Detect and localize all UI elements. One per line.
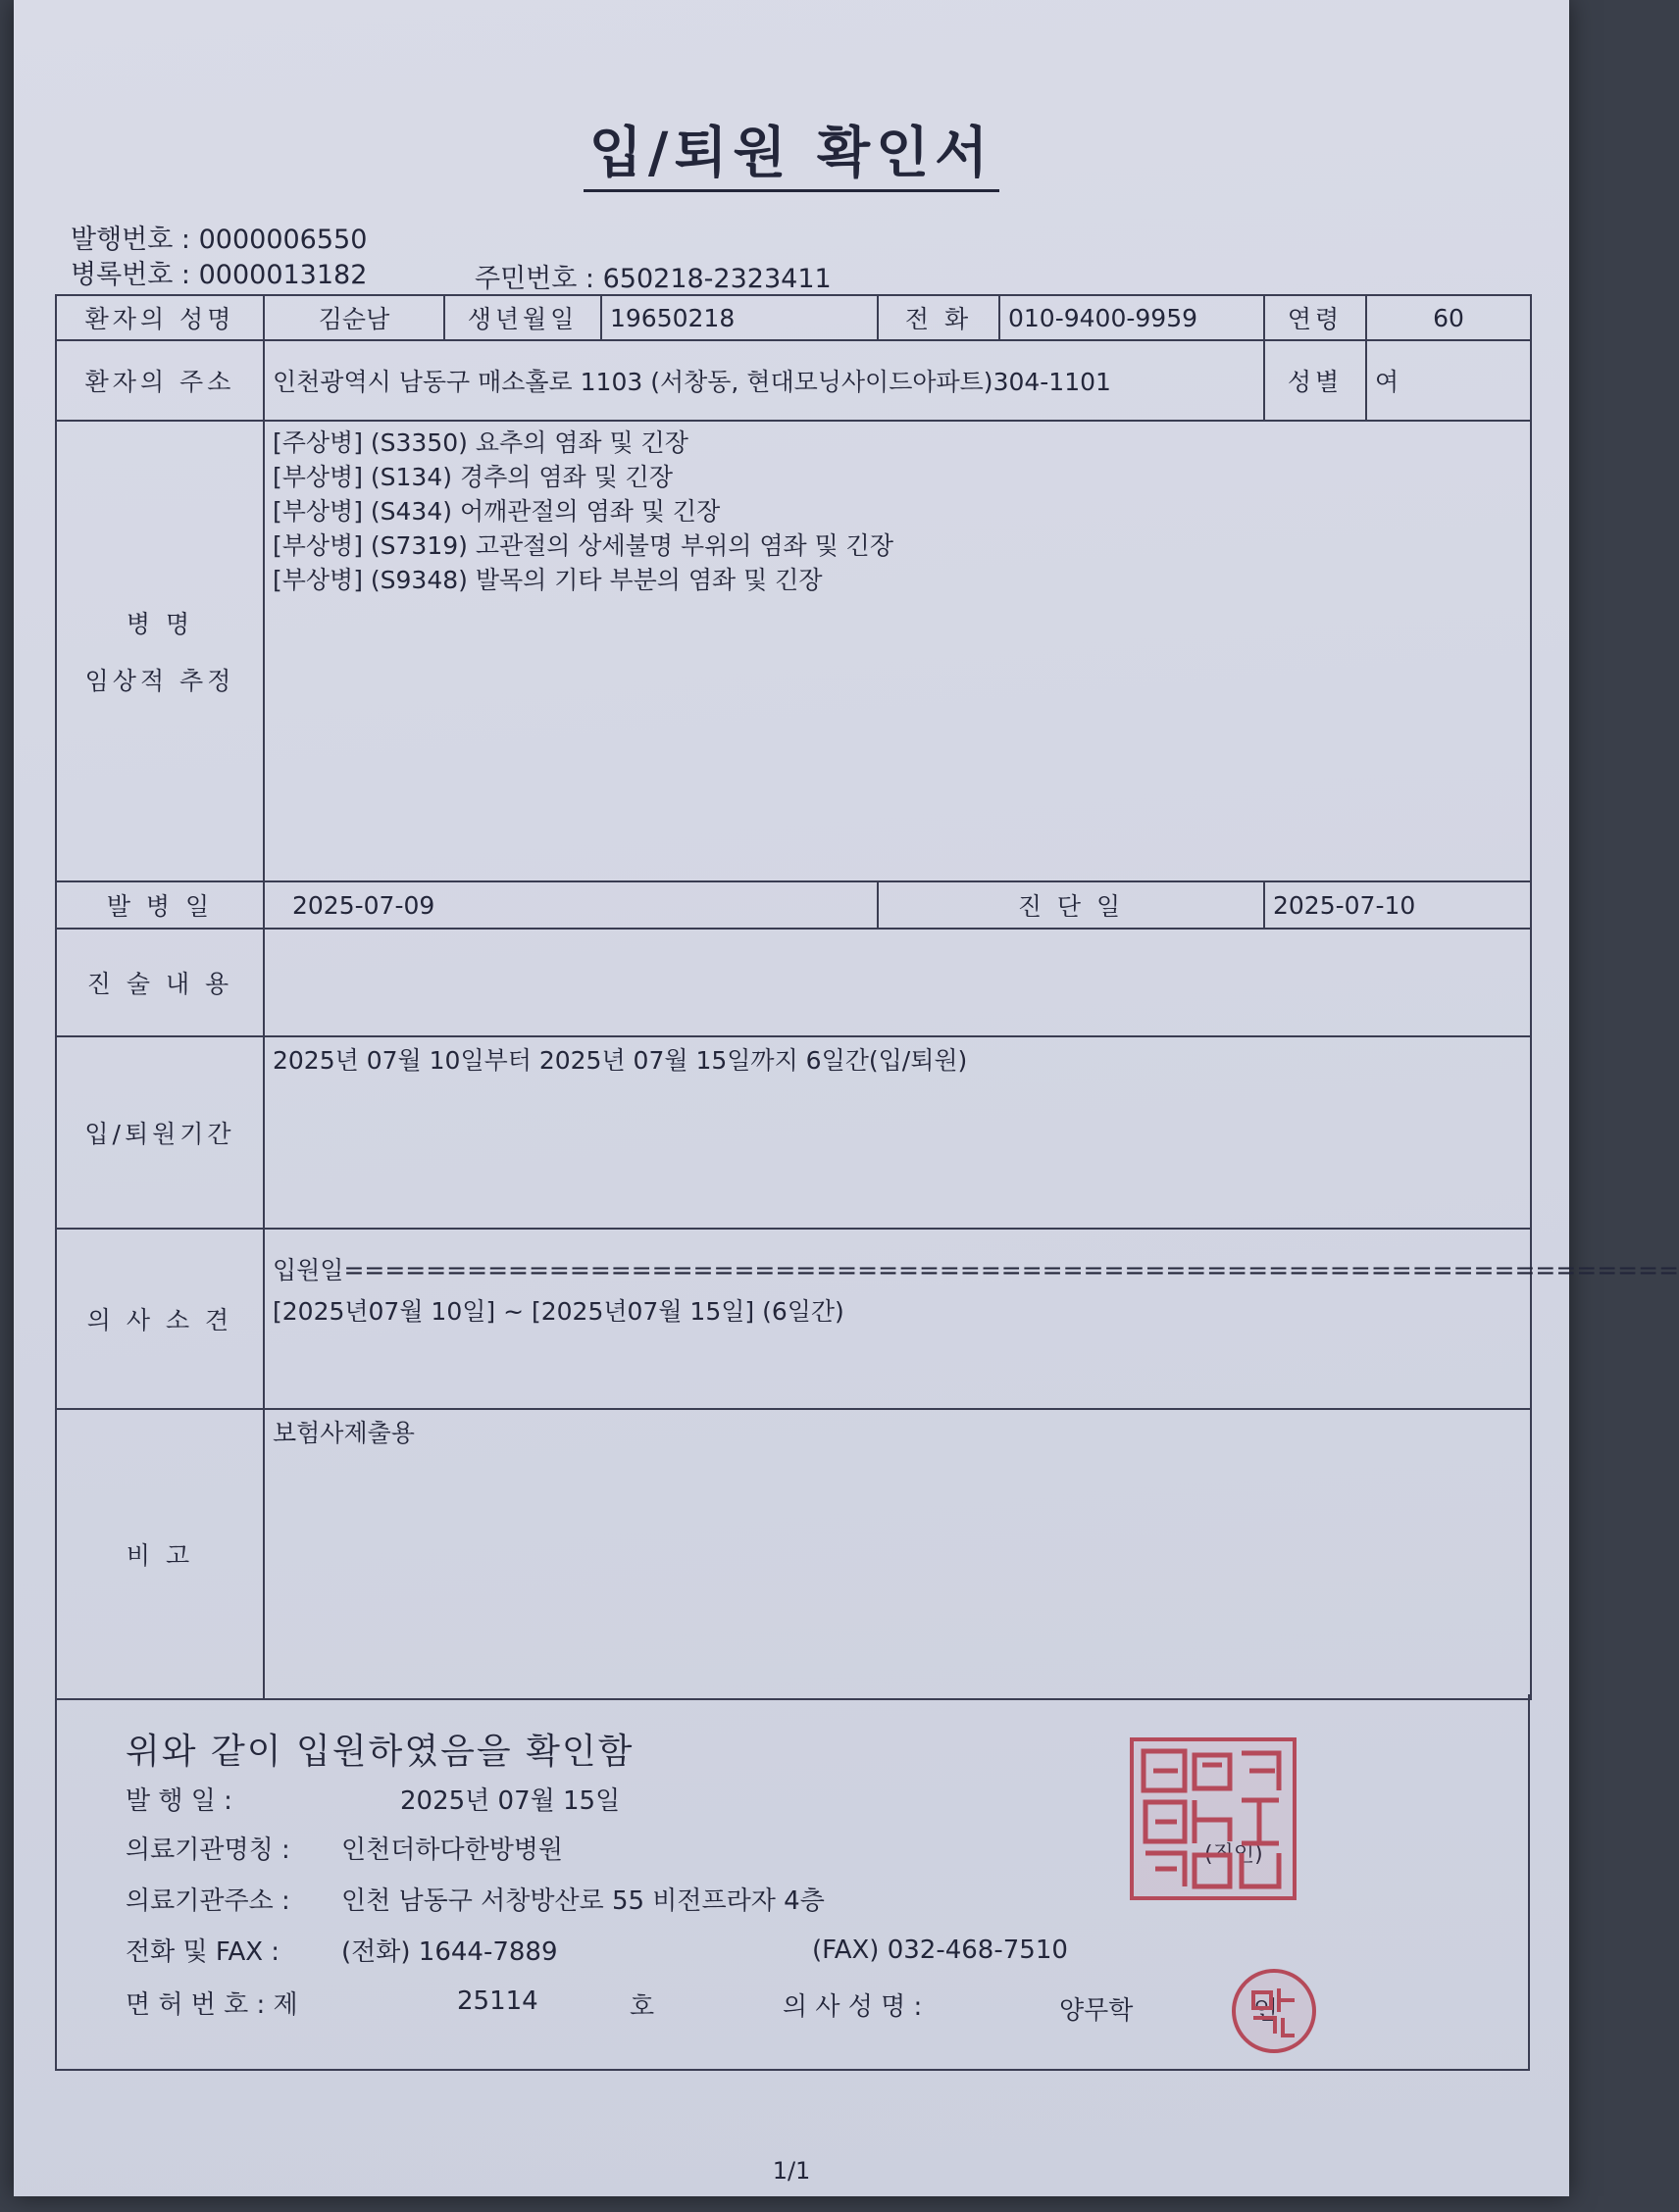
issue-number: 발행번호 : 0000006550 [71, 225, 368, 255]
opinion-line-2: [2025년07월 10일] ~ [2025년07월 15일] (6일간) [273, 1297, 844, 1326]
page-number: 1/1 [772, 2157, 811, 2185]
tel-number: (전화) 1644-7889 [341, 1937, 558, 1967]
doctor-seal-stamp [1232, 1969, 1316, 2053]
document-page [14, 0, 1679, 2196]
seal-char: 인 [1253, 1996, 1279, 2026]
birth-date: 19650218 [601, 295, 878, 340]
institution-address: 인천 남동구 서창방산로 55 비전프라자 4층 [341, 1886, 825, 1916]
period-label: 입/퇴원기간 [56, 1036, 264, 1229]
fax-number: (FAX) 032-468-7510 [812, 1936, 1068, 1965]
record-number: 병록번호 : 0000013182 [71, 260, 368, 290]
institution-name: 인천더하다한방병원 [341, 1835, 564, 1865]
diagnosis-date: 2025-07-10 [1264, 881, 1531, 929]
form-table [55, 294, 1679, 1700]
diagnosis-item: [부상병] (S9348) 발목의 기타 부분의 염좌 및 긴장 [273, 566, 823, 594]
remarks-label: 비 고 [56, 1409, 264, 1699]
onset-date: 2025-07-09 [264, 881, 878, 929]
age-label: 연령 [1264, 295, 1366, 340]
seal-pattern-icon [1236, 1973, 1312, 2049]
phone-number: 010-9400-9959 [999, 295, 1264, 340]
diagnosis-item: [부상병] (S7319) 고관절의 상세불명 부위의 염좌 및 긴장 [273, 531, 893, 560]
diagnosis-list [264, 421, 1531, 881]
sex-value: 여 [1366, 340, 1531, 421]
opinion-line-1: 입원일================================================================= [273, 1256, 1679, 1284]
statement-value [264, 929, 1531, 1036]
statement-label: 진 술 내 용 [56, 929, 264, 1036]
onset-label: 발 병 일 [56, 881, 264, 929]
diagnosis-item: [부상병] (S134) 경추의 염좌 및 긴장 [273, 463, 673, 491]
opinion-value [264, 1229, 1679, 1409]
issue-date: 2025년 07월 15일 [400, 1786, 621, 1816]
document-title: 입/퇴원 확인서 [14, 110, 1569, 188]
diagnosis-label [56, 421, 264, 881]
patient-name-label: 환자의 성명 [56, 295, 264, 340]
confirmation-statement: 위와 같이 입원하였음을 확인함 [126, 1732, 635, 1772]
license-suffix: 호 [630, 1992, 655, 2022]
tel-fax-label: 전화 및 FAX : [126, 1937, 280, 1967]
opinion-label: 의 사 소 견 [56, 1229, 264, 1409]
stamp-note: (직인) [1204, 1842, 1263, 1867]
diagnosis-label-line-1: 병 명 [126, 610, 194, 638]
remarks-value: 보험사제출용 [264, 1409, 1531, 1699]
seal-pattern-icon [1134, 1741, 1293, 1896]
period-value: 2025년 07월 10일부터 2025년 07월 15일까지 6일간(입/퇴원) [264, 1036, 1531, 1229]
address-value: 인천광역시 남동구 매소홀로 1103 (서창동, 현대모닝사이드아파트)304-1101 [264, 340, 1264, 421]
patient-name: 김순남 [264, 295, 444, 340]
diagnosis-date-label: 진 단 일 [878, 881, 1264, 929]
diagnosis-item: [주상병] (S3350) 요추의 염좌 및 긴장 [273, 428, 688, 457]
doctor-name: 양무학 [1059, 1996, 1134, 2026]
institution-address-label: 의료기관주소 : [126, 1886, 290, 1916]
doctor-label: 의 사 성 명 : [783, 1992, 923, 2022]
resident-number: 주민번호 : 650218-2323411 [475, 264, 832, 294]
phone-label: 전 화 [878, 295, 999, 340]
age-value: 60 [1366, 295, 1531, 340]
sex-label: 성별 [1264, 340, 1366, 421]
birth-label: 생년월일 [444, 295, 601, 340]
institution-label: 의료기관명칭 : [126, 1835, 290, 1865]
issue-date-label: 발 행 일 : [126, 1786, 232, 1816]
diagnosis-item: [부상병] (S434) 어깨관절의 염좌 및 긴장 [273, 497, 721, 526]
hospital-seal-stamp [1130, 1737, 1297, 1900]
diagnosis-label-line-2: 임상적 추정 [84, 667, 235, 695]
license-number: 25114 [457, 1986, 538, 2016]
license-label: 면 허 번 호 : 제 [126, 1990, 298, 2020]
address-label: 환자의 주소 [56, 340, 264, 421]
